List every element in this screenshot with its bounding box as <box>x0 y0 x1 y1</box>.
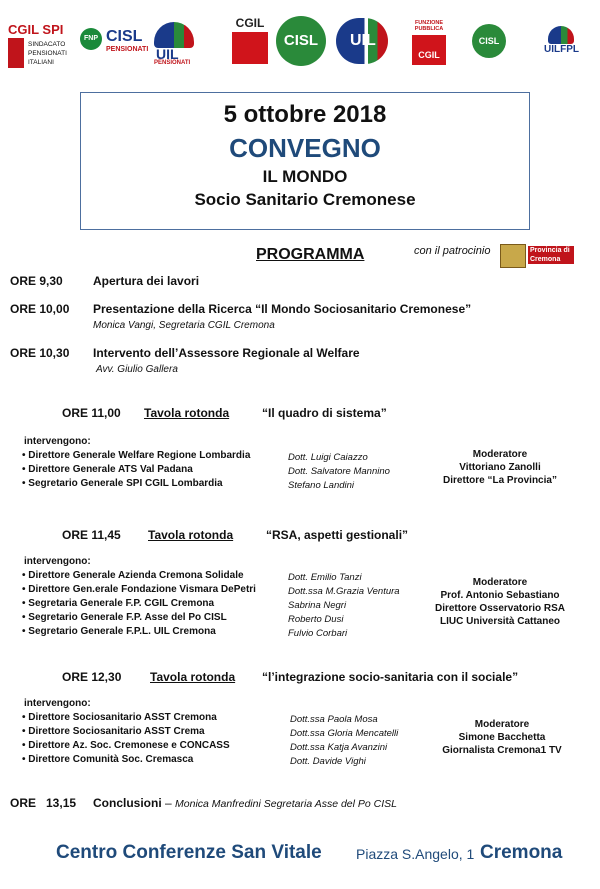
conclusioni-time: ORE 13,15 <box>10 796 77 810</box>
tavola-2-label: Tavola rotonda <box>148 528 234 542</box>
schedule-title-1: Presentazione della Ricerca “Il Mondo Sociosanitario Cremonese” <box>93 302 472 316</box>
provincia-cremona-logo <box>500 238 576 268</box>
uil-logo <box>334 16 390 66</box>
tavola-2-role-0: • Direttore Generale Azienda Cremona Solidale <box>22 570 244 581</box>
tavola-2-name-0: Dott. Emilio Tanzi <box>288 572 362 583</box>
tavola-1-role-2: • Segretario Generale SPI CGIL Lombardia <box>22 478 223 489</box>
tavola-2-role-4: • Segretario Generale F.P.L. UIL Cremona <box>22 626 216 637</box>
schedule-sub-2: Avv. Giulio Gallera <box>96 364 178 375</box>
tavola-1-theme: “Il quadro di sistema” <box>262 406 387 420</box>
schedule-title-0: Apertura dei lavori <box>93 274 200 288</box>
fp-cgil-top: FUNZIONE PUBBLICA <box>414 20 444 32</box>
moderator-name: Vittoriano Zanolli <box>459 462 541 473</box>
tavola-2-name-3: Roberto Dusi <box>288 614 344 625</box>
tavola-3-role-0: • Direttore Sociosanitario ASST Cremona <box>22 712 217 723</box>
tavola-1-name-0: Dott. Luigi Caiazzo <box>288 452 368 463</box>
fp-cgil-text: CGIL <box>412 35 446 65</box>
event-title: CONVEGNO <box>229 132 381 163</box>
tavola-3-time: ORE 12,30 <box>62 670 122 684</box>
schedule-time-0: ORE 9,30 <box>10 274 63 288</box>
moderator-label: Moderatore <box>472 577 528 588</box>
title-box <box>80 92 530 230</box>
spi-subtitle: SINDACATO PENSIONATI ITALIANI <box>28 41 67 66</box>
moderator-affiliation: LIUC Università Cattaneo <box>439 616 561 627</box>
moderator-label: Moderatore <box>472 449 528 460</box>
tavola-1-name-1: Dott. Salvatore Mannino <box>288 466 390 477</box>
tavola-2-name-4: Fulvio Corbari <box>288 628 348 639</box>
patrocinio-label: con il patrocinio <box>414 245 491 257</box>
moderator-name: Simone Bacchetta <box>458 732 546 743</box>
event-subtitle-2: Socio Sanitario Cremonese <box>194 190 416 210</box>
provincia-text: Provincia di Cremona <box>528 246 574 264</box>
uil-pensionati-sub: PENSIONATI <box>154 60 191 66</box>
uil-pensionati-text: UIL <box>156 46 179 62</box>
schedule-time-1: ORE 10,00 <box>10 302 70 316</box>
tavola-1-role-1: • Direttore Generale ATS Val Padana <box>22 464 193 475</box>
tavola-3-name-1: Dott.ssa Gloria Mencatelli <box>290 728 399 739</box>
tavola-1-role-0: • Direttore Generale Welfare Regione Lombardia <box>22 450 251 461</box>
tavola-2-role-1: • Direttore Gen.erale Fondazione Vismara DePetri <box>22 584 256 595</box>
conclusioni-label: Conclusioni <box>93 796 162 810</box>
tavola-3-role-1: • Direttore Sociosanitario ASST Crema <box>22 726 205 737</box>
conclusioni-dash: – <box>161 796 176 810</box>
tavola-3-theme: “l’integrazione socio-sanitaria con il sociale” <box>262 670 519 684</box>
moderator-role: Direttore “La Provincia” <box>443 475 557 486</box>
tavola-3-role-2: • Direttore Az. Soc. Cremonese e CONCASS <box>22 740 230 751</box>
cgil-logo-text: CGIL <box>235 16 265 30</box>
tavola-2-name-2: Sabrina Negri <box>288 600 347 611</box>
cgil-spi-logo <box>8 22 78 70</box>
tavola-3-name-0: Dott.ssa Paola Mosa <box>290 714 378 725</box>
moderator-role: Direttore Osservatorio RSA <box>434 603 566 614</box>
provincia-crest-icon <box>500 244 526 268</box>
schedule-time-2: ORE 10,30 <box>10 346 70 360</box>
cisl-logo-text: CISL <box>276 16 326 66</box>
tavola-3-name-3: Dott. Davide Vighi <box>290 756 366 767</box>
cisl-logo <box>276 16 328 66</box>
tavola-2-theme: “RSA, aspetti gestionali” <box>266 528 409 542</box>
cisl-fp-text: CISL FP <box>472 24 506 58</box>
cisl-pensionati-sub: PENSIONATI <box>106 46 149 53</box>
venue-address: Piazza S.Angelo, 1 <box>356 846 475 862</box>
conclusioni-speaker: Monica Manfredini Segretaria Asse del Po CISL <box>175 798 397 810</box>
tavola-3-label: Tavola rotonda <box>150 670 236 684</box>
tavola-3-name-2: Dott.ssa Katja Avanzini <box>290 742 388 753</box>
tavola-2-moderator <box>428 576 572 628</box>
fp-cgil-logo <box>412 20 446 66</box>
tavola-1-moderator <box>430 448 570 487</box>
moderator-name: Prof. Antonio Sebastiano <box>440 590 560 601</box>
cisl-pensionati-text: CISL <box>106 28 143 45</box>
uil-logo-text: UIL <box>350 32 376 49</box>
tavola-1-intervengono: intervengono: <box>24 436 91 447</box>
tavola-3-role-3: • Direttore Comunità Soc. Cremasca <box>22 754 194 765</box>
tavola-2-time: ORE 11,45 <box>62 528 121 542</box>
cgil-red-block <box>232 32 268 64</box>
moderator-label: Moderatore <box>474 719 530 730</box>
fnp-badge: FNP <box>80 28 102 50</box>
uilfpl-arc <box>548 26 574 44</box>
schedule-title-2: Intervento dell’Assessore Regionale al Welfare <box>93 346 360 360</box>
uilfpl-logo <box>544 26 594 58</box>
schedule-sub-1: Monica Vangi, Segretaria CGIL Cremona <box>93 320 275 331</box>
conclusioni-line <box>93 796 397 810</box>
programma-heading: PROGRAMMA <box>256 246 365 263</box>
cgil-spi-logo-text: CGIL SPI <box>8 22 64 37</box>
tavola-2-role-3: • Segretario Generale F.P. Asse del Po CISL <box>22 612 227 623</box>
tavola-1-label: Tavola rotonda <box>144 406 230 420</box>
tavola-1-time: ORE 11,00 <box>62 406 121 420</box>
venue-city: Cremona <box>480 842 563 863</box>
event-subtitle-1: IL MONDO <box>262 167 348 187</box>
cisl-fp-logo <box>472 24 524 80</box>
moderator-role: Giornalista Cremona1 TV <box>442 745 562 756</box>
uil-pensionati-arc <box>154 22 194 48</box>
tavola-2-intervengono: intervengono: <box>24 556 91 567</box>
uil-pensionati-logo <box>150 22 198 66</box>
tavola-2-name-1: Dott.ssa M.Grazia Ventura <box>288 586 400 597</box>
cgil-logo <box>230 16 270 64</box>
spi-red-block <box>8 38 24 68</box>
tavola-2-role-2: • Segretaria Generale F.P. CGIL Cremona <box>22 598 215 609</box>
tavola-3-moderator <box>430 718 574 757</box>
tavola-3-intervengono: intervengono: <box>24 698 91 709</box>
event-date: 5 ottobre 2018 <box>223 101 387 128</box>
fnp-cisl-pensionati-logo <box>80 28 150 62</box>
tavola-1-name-2: Stefano Landini <box>288 480 355 491</box>
uilfpl-text: UILFPL <box>544 44 579 55</box>
venue-name: Centro Conferenze San Vitale <box>56 842 322 863</box>
